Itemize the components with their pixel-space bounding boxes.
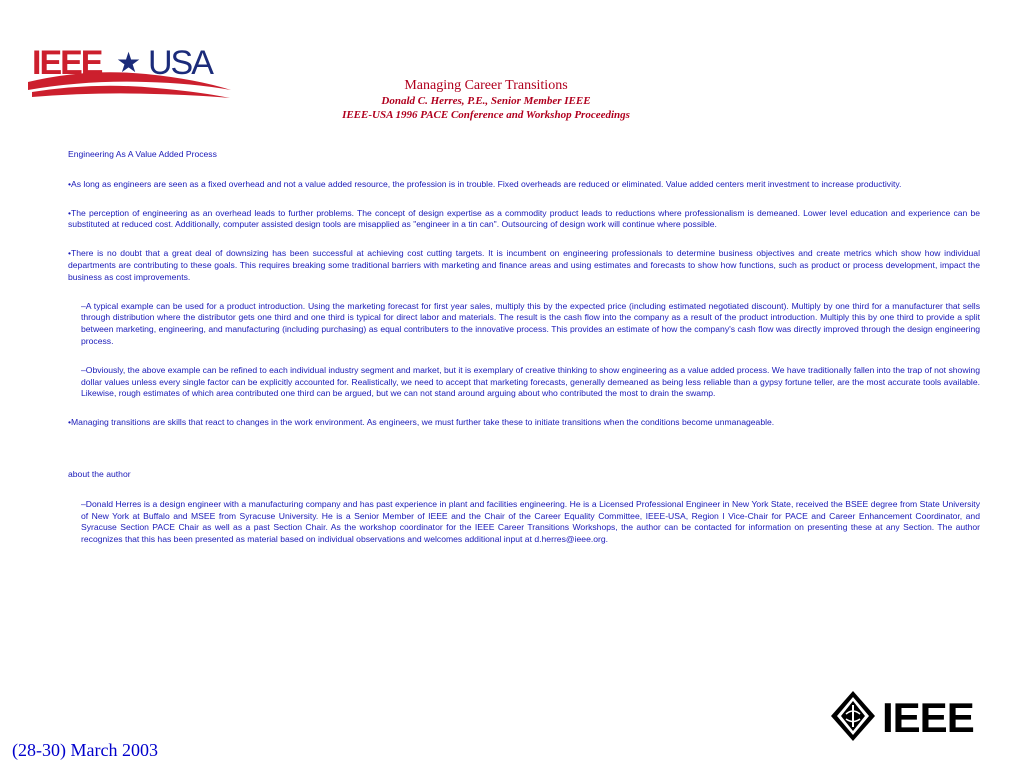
svg-text:IEEE: IEEE [882, 694, 974, 741]
bullet-paragraph: •Managing transitions are skills that react to changes in the work environment. As engineers, we must further take these to initiate transitions when the conditions become unmanageable. [68, 417, 775, 428]
svg-text:USA: USA [148, 44, 212, 82]
sub-bullet-paragraph: –Obviously, the above example can be refined to each individual industry segment and market, but it is exemplary of creative thinking to show engineering as a value added process. We have traditionally fallen into the trap of not showing dollar values unless every single factor can be explicitly accounted for. Realistically, we need to accept that marketing forecasts, generally demeaned as being less reliable than a gypsy fortune teller, are the most accurate tools available. Likewise, rough estimates of which area contributed one third can be argued, but we can not stand around arguing about who contributed the most to drain the swamp. [81, 364, 980, 399]
document-body [68, 149, 980, 563]
author-line: Donald C. Herres, P.E., Senior Member IEEE [381, 95, 591, 107]
bullet-paragraph: •The perception of engineering as an overhead leads to further problems. The concept of design expertise as a commodity product leads to reductions where professionalism is demeaned. Lower level education and experience can be substituted at reduced cost. Additionally, computer assisted design tools are misapplied as "engineer in a tin can". Outsourcing of design work will continue where possible. [68, 207, 980, 230]
sub-bullet-paragraph: –A typical example can be used for a product introduction. Using the marketing forecast for first year sales, multiply this by the expected price (including estimated negotiated discount). Multiply by one third for a manufacturer that sells through distribution where the distributor gets one third and one third is typical for direct labor and materials. The result is the cash flow into the company as a result of the product introduction. Multiply this by one third to provide a split between marketing, engineering, and manufacturing (including purchasing) as equal contributers to the innovative process. This provides an estimate of how the company's cash flow was directly improved through the design engineering process. [81, 300, 980, 346]
author-heading: about the author [68, 468, 131, 479]
document-title: Managing Career Transitions [404, 78, 568, 93]
bullet-paragraph: •There is no doubt that a great deal of downsizing has been successful at achieving cost cutting targets. It is incumbent on engineering professionals to determine business objectives and create metrics which show how individual departments are contributing to these goals. This requires breaking some traditional barriers with marketing and finance areas and using estimates and forecasts to show how functions, such as product or process development, impact the business as cost improvements. [68, 248, 980, 282]
ieee-logo [828, 688, 1000, 744]
bullet-paragraph: •As long as engineers are seen as a fixed overhead and not a value added resource, the profession is in trouble. Fixed overheads are reduced or eliminated. Value added centers merit investment to increase productivity. [68, 178, 902, 189]
footer-date: (28-30) March 2003 [12, 740, 158, 760]
conference-line: IEEE-USA 1996 PACE Conference and Workshop Proceedings [342, 109, 630, 121]
svg-text:★: ★ [116, 46, 142, 79]
author-bio: –Donald Herres is a design engineer with a manufacturing company and has past experience in plant and facilities engineering. He is a Licensed Professional Engineer in New York State, received the BSEE degree from State University of New York at Buffalo and MSEE from Syracuse University. He is a Senior Member of IEEE and the Chair of the Career Equality Committee, IEEE-USA, Region I Vice-Chair for PACE and Career Enhancement Coordinator, and Syracuse Section PACE Chair as well as a past Section Chair. As the workshop coordinator for the IEEE Career Transitions Workshops, the author can be contacted for information on presenting these at any Section. The author recognizes that this has been presented as material based on individual observations and welcomes additional input at d.herres@ieee.org. [81, 498, 980, 545]
svg-text:IEEE: IEEE [32, 44, 102, 82]
document-header [240, 78, 732, 122]
ieee-usa-logo [26, 38, 236, 98]
ieee-diamond-icon [831, 691, 875, 741]
section-heading: Engineering As A Value Added Process [68, 149, 217, 159]
